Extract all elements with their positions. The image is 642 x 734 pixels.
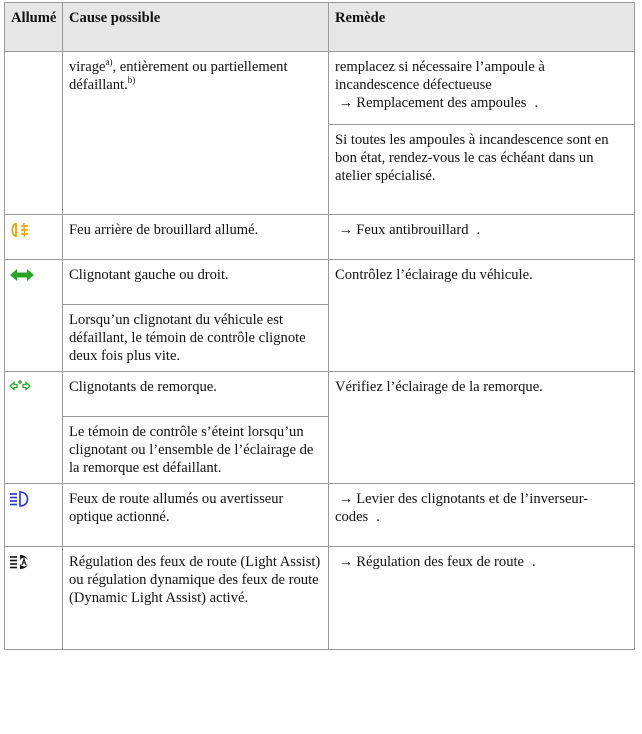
lamp-cell <box>5 215 63 260</box>
cause-cell: Clignotant gauche ou droit. <box>63 260 329 305</box>
high-beam-assist-icon <box>9 553 35 571</box>
lamp-cell <box>5 52 63 215</box>
turn-signal-icon <box>9 266 35 284</box>
link-high-beam-regulation[interactable]: Régulation des feux de route <box>356 554 525 570</box>
period: . <box>376 509 380 525</box>
header-remedy: Remède <box>329 3 635 52</box>
arrow-icon: → <box>338 95 354 111</box>
arrow-icon: → <box>338 222 354 238</box>
lamp-cell <box>5 260 63 372</box>
remedy-cell <box>329 547 635 650</box>
arrow-icon: → <box>338 491 354 507</box>
lamp-cell <box>5 484 63 547</box>
cause-text: virage <box>69 59 106 75</box>
remedy-cell <box>329 484 635 547</box>
cause-cell <box>63 52 329 215</box>
cause-text: , entièrement ou partiellement défaillant. <box>69 59 288 93</box>
remedy-cell: Si toutes les ampoules à incandescence sont en bon état, rendez-vous le cas échéant dans un atelier spécialisé. <box>329 125 635 215</box>
table-row <box>5 372 635 417</box>
cause-cell: Clignotants de remorque. <box>63 372 329 417</box>
remedy-cell <box>329 215 635 260</box>
header-lit: Allumé <box>5 3 63 52</box>
period: . <box>532 554 536 570</box>
link-fog-lights[interactable]: Feux antibrouillard <box>356 222 469 238</box>
cause-cell: Régulation des feux de route (Light Assist) ou régulation dynamique des feux de route (Dynamic Light Assist) activé. <box>63 547 329 650</box>
lamp-cell <box>5 547 63 650</box>
high-beam-icon <box>9 490 35 508</box>
trailer-turn-signal-icon <box>9 378 35 396</box>
table-row <box>5 52 635 125</box>
cause-cell: Feux de route allumés ou avertisseur optique actionné. <box>63 484 329 547</box>
table-row <box>5 215 635 260</box>
table-row <box>5 484 635 547</box>
cause-cell: Lorsqu’un clignotant du véhicule est défaillant, le témoin de contrôle clignote deux fois plus vite. <box>63 305 329 372</box>
lamp-cell <box>5 372 63 484</box>
link-bulb-replacement[interactable]: Remplacement des ampoules <box>356 95 527 111</box>
table-row <box>5 260 635 305</box>
link-turn-signal-lever[interactable]: Levier des clignotants et de l’inverseur-codes <box>335 491 589 525</box>
table-header-row <box>5 3 635 52</box>
remedy-cell <box>329 52 635 125</box>
period: . <box>476 222 481 238</box>
remedy-text: remplacez si nécessaire l’ampoule à incandescence défectueuse <box>335 59 545 93</box>
table-row <box>5 547 635 650</box>
period: . <box>534 95 539 111</box>
rear-fog-light-icon <box>9 221 35 239</box>
cause-cell: Feu arrière de brouillard allumé. <box>63 215 329 260</box>
remedy-cell: Vérifiez l’éclairage de la remorque. <box>329 372 635 484</box>
footnote-b: b) <box>127 75 136 86</box>
arrow-icon: → <box>338 554 354 570</box>
header-cause: Cause possible <box>63 3 329 52</box>
remedy-cell: Contrôlez l’éclairage du véhicule. <box>329 260 635 372</box>
cause-cell: Le témoin de contrôle s’éteint lorsqu’un clignotant ou l’ensemble de l’éclairage de la remorque est défaillant. <box>63 417 329 484</box>
footnote-a: a) <box>105 57 113 68</box>
warning-lights-table <box>4 2 635 650</box>
